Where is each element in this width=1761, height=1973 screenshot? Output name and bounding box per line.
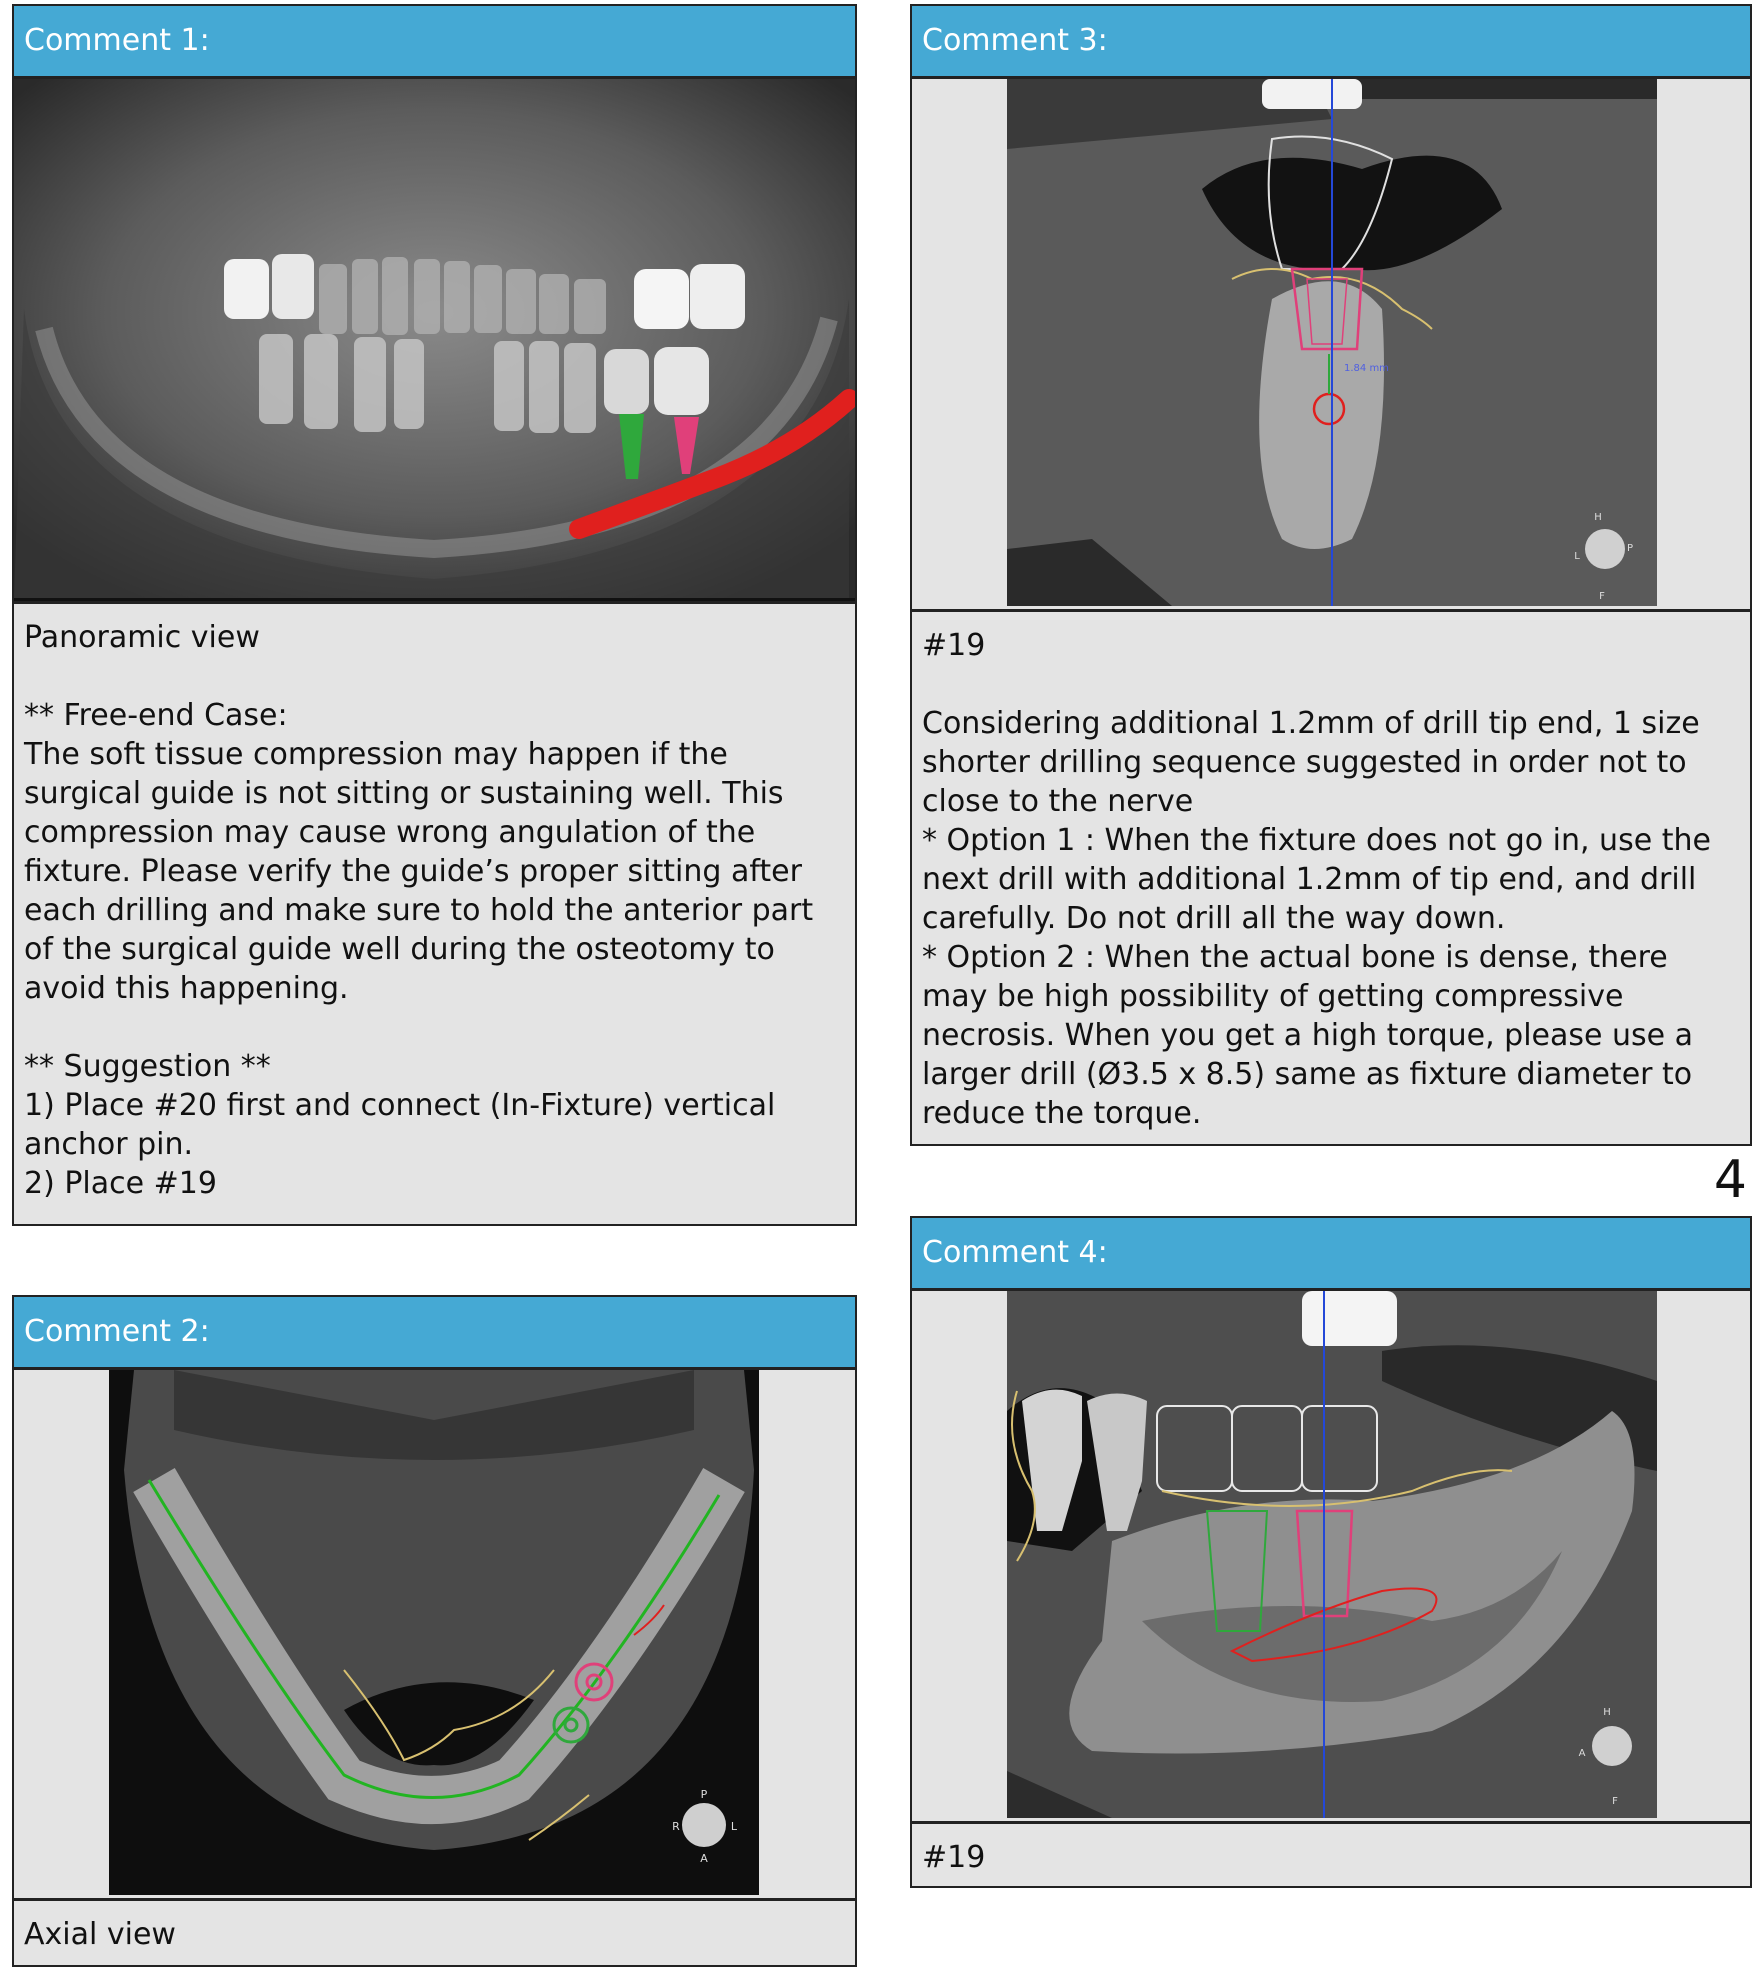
comment-2-header: Comment 2: xyxy=(14,1297,855,1370)
sagittal-image xyxy=(912,1291,1750,1824)
orientation-head-icon xyxy=(1592,1726,1632,1766)
sagittal-orient-top: H xyxy=(1603,1707,1611,1718)
planned-crown-19 xyxy=(654,347,709,415)
axial-orient-left: R xyxy=(672,1820,680,1833)
panoramic-image xyxy=(14,79,855,604)
comment-2-text: Axial view xyxy=(24,1917,176,1952)
upper-crown xyxy=(224,259,269,319)
comment-3-text: #19 Considering additional 1.2mm of drill tip end, 1 size shorter drilling sequence suggested in order not to close to the nerve * Option 1 : When the fixture does not go in, use the next drill with additional 1.2mm of tip end, and drill carefully. Do not drill all the way down. * Option 2 : When the actual bone is dense, there may be high possibility of getting compressive necrosis. When you get a high torque, please use a larger drill (Ø3.5 x 8.5) same as fixture diameter to reduce the torque. xyxy=(922,628,1711,1131)
page-number: 4 xyxy=(1713,1150,1747,1210)
comment-3-header: Comment 3: xyxy=(912,6,1750,79)
cross-section-image xyxy=(912,79,1750,612)
comment-1-header: Comment 1: xyxy=(14,6,855,79)
cross-orient-right: P xyxy=(1626,543,1634,554)
axial-orient-top: P xyxy=(700,1788,708,1801)
axial-orient-right: L xyxy=(730,1820,738,1833)
comment-4-text: #19 xyxy=(922,1840,986,1875)
comment-2-panel xyxy=(12,1295,857,1967)
orientation-head-icon xyxy=(1585,529,1625,569)
comment-1-panel xyxy=(12,4,857,1226)
comment-4-panel xyxy=(910,1216,1752,1888)
sagittal-orient-bottom: F xyxy=(1612,1796,1618,1807)
orientation-head-icon xyxy=(682,1803,726,1847)
distance-label: 1.84 mm xyxy=(1344,363,1389,374)
cross-orient-bottom: F xyxy=(1599,591,1605,602)
sagittal-orient-left: A xyxy=(1578,1748,1586,1759)
cross-section-xray xyxy=(912,79,1750,606)
axial-xray xyxy=(14,1370,855,1895)
comment-1-text: Panoramic view ** Free-end Case: The soft tissue compression may happen if the surgical guide is not sitting or sustaining well. This compression may cause wrong angulation of the fixture. Please verify the guide’s proper sitting after each drilling and make sure to hold the anterior part of the surgical guide well during the osteotomy to avoid this happening. ** Suggestion ** 1) Place #20 first and connect (In-Fixture) vertical anchor pin. 2) Place #19 xyxy=(24,620,814,1201)
cross-orient-left: L xyxy=(1574,551,1580,562)
axial-orient-bottom: A xyxy=(700,1852,708,1865)
planned-crown-20 xyxy=(604,349,649,414)
panoramic-xray xyxy=(14,79,855,598)
comment-4-header: Comment 4: xyxy=(912,1218,1750,1291)
cross-orient-top: H xyxy=(1594,512,1602,523)
sagittal-xray xyxy=(912,1291,1750,1818)
comment-3-panel xyxy=(910,4,1752,1146)
axial-image xyxy=(14,1370,855,1901)
